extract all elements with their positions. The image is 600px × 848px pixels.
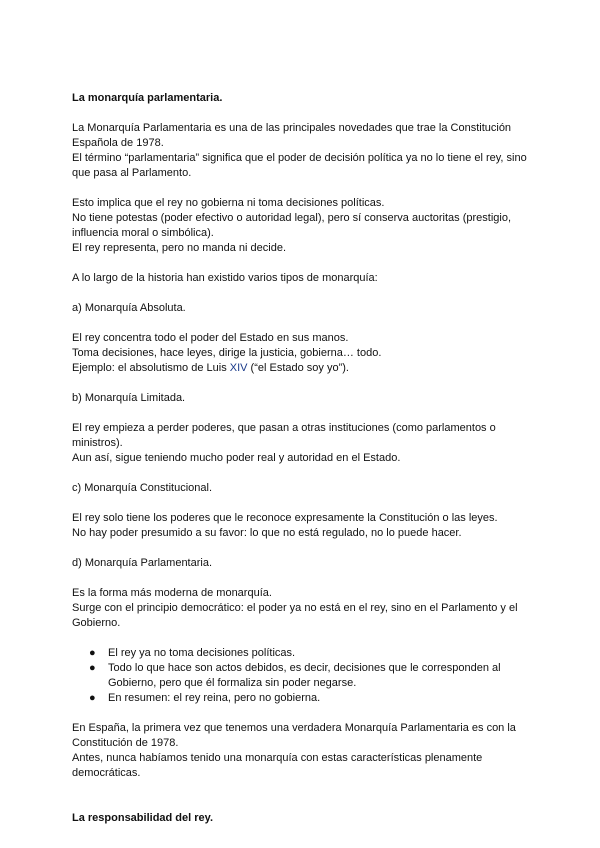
list-item-text: Todo lo que hace son actos debidos, es decir, decisiones que le corresponden al Gobierno, pero que él formaliza sin poder negarse. — [108, 662, 501, 689]
constitutional-heading: c) Monarquía Constitucional. — [72, 482, 213, 494]
parliamentary-line-2: Surge con el principio democrático: el poder ya no está en el rey, sino en el Parlamento y el Gobierno. — [72, 602, 518, 629]
list-item-text: En resumen: el rey reina, pero no gobierna. — [108, 692, 321, 704]
parliamentary-line-1: Es la forma más moderna de monarquía. — [72, 587, 272, 599]
limited-line-1: El rey empieza a perder poderes, que pasan a otras instituciones (como parlamentos o ministros). — [72, 422, 496, 449]
list-item — [72, 691, 532, 706]
bullet-icon: ● — [89, 647, 96, 659]
absolute-example-highlight: XIV — [229, 362, 248, 374]
list-item-text: El rey ya no toma decisiones políticas. — [108, 647, 296, 659]
constitutional-line-2: No hay poder presumido a su favor: lo que no está regulado, no lo puede hacer. — [72, 527, 462, 539]
page-title: La monarquía parlamentaria. — [72, 92, 223, 104]
limited-line-2: Aun así, sigue teniendo mucho poder real y autoridad en el Estado. — [72, 452, 401, 464]
bullet-icon: ● — [89, 662, 96, 674]
parliamentary-bullet-list — [72, 646, 532, 706]
list-item — [72, 646, 532, 661]
limited-heading: b) Monarquía Limitada. — [72, 392, 186, 404]
bullet-icon: ● — [89, 692, 96, 704]
spain-paragraph-1: En España, la primera vez que tenemos una verdadera Monarquía Parlamentaria es con la Constitución de 1978. — [72, 722, 516, 749]
types-intro: A lo largo de la historia han existido varios tipos de monarquía: — [72, 272, 378, 284]
implication-line-2: No tiene potestas (poder efectivo o autoridad legal), pero sí conserva auctoritas (prestigio, influencia moral o simbólica). — [72, 212, 512, 239]
implication-line-1: Esto implica que el rey no gobierna ni toma decisiones políticas. — [72, 197, 385, 209]
absolute-line-1: El rey concentra todo el poder del Estado en sus manos. — [72, 332, 349, 344]
implication-line-3: El rey representa, pero no manda ni decide. — [72, 242, 287, 254]
absolute-example — [72, 361, 532, 376]
spain-paragraph-2: Antes, nunca habíamos tenido una monarquía con estas características plenamente democráticas. — [72, 752, 483, 779]
absolute-example-suffix: (“el Estado soy yo”). — [247, 362, 349, 374]
constitutional-line-1: El rey solo tiene los poderes que le reconoce expresamente la Constitución o las leyes. — [72, 512, 498, 524]
intro-paragraph-1: La Monarquía Parlamentaria es una de las principales novedades que trae la Constitución Española de 1978. — [72, 122, 512, 149]
section-title-responsibility: La responsabilidad del rey. — [72, 812, 214, 824]
document-content — [72, 91, 532, 826]
absolute-line-2: Toma decisiones, hace leyes, dirige la justicia, gobierna… todo. — [72, 347, 382, 359]
parliamentary-heading: d) Monarquía Parlamentaria. — [72, 557, 213, 569]
intro-paragraph-2: El término “parlamentaria” significa que el poder de decisión política ya no lo tiene el rey, sino que pasa al Parlamento. — [72, 152, 527, 179]
list-item — [72, 661, 532, 691]
absolute-example-prefix: Ejemplo: el absolutismo de Luis — [72, 362, 230, 374]
absolute-heading: a) Monarquía Absoluta. — [72, 302, 186, 314]
